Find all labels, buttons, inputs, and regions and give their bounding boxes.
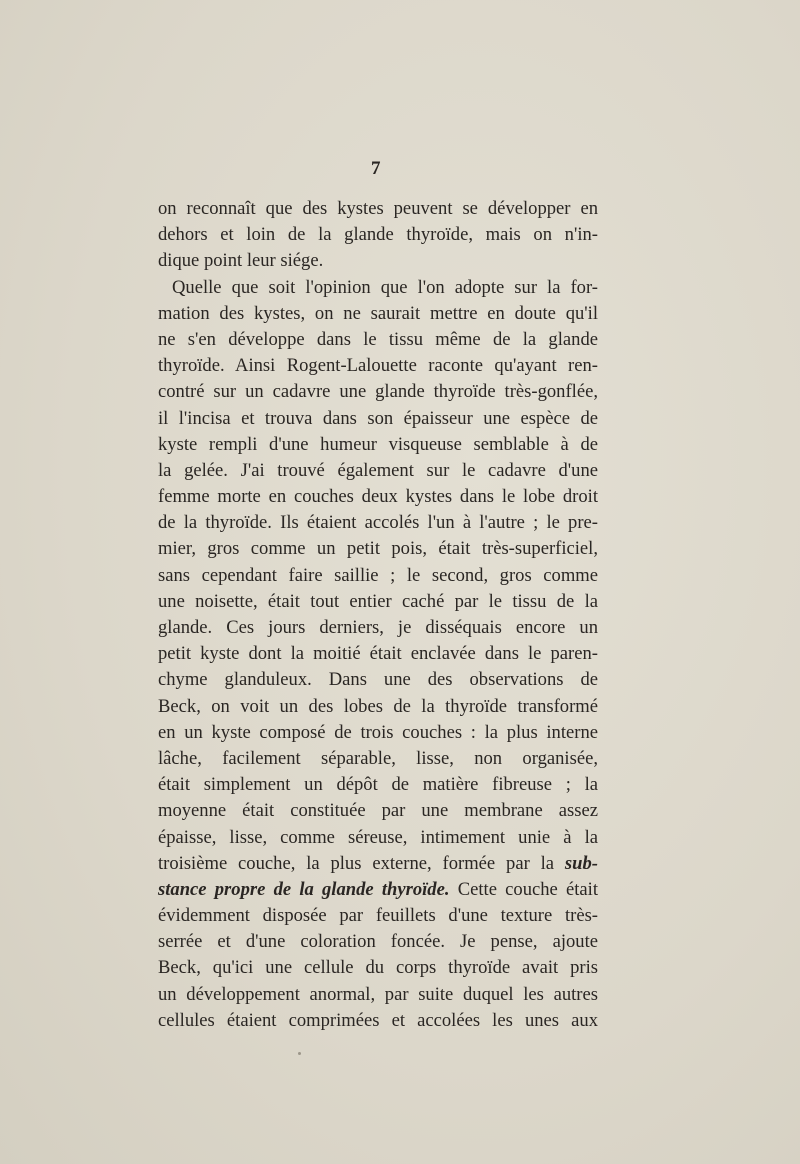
line-text: Beck, qu'ici une cellule du corps thyroïde avait pris xyxy=(158,957,598,979)
text-line xyxy=(158,379,598,405)
line-text: évidemment disposée par feuillets d'une texture très- xyxy=(158,905,598,927)
text-line xyxy=(158,1008,598,1034)
text-line xyxy=(158,694,598,720)
text-line xyxy=(158,798,598,824)
italic-text: sub- xyxy=(564,852,598,874)
line-text: cellules étaient comprimées et accolées les unes aux xyxy=(158,1009,598,1031)
text-line xyxy=(158,301,598,327)
text-line xyxy=(158,955,598,981)
text-line xyxy=(158,458,598,484)
text-line xyxy=(158,510,598,536)
text-line xyxy=(158,851,598,877)
line-text: chyme glanduleux. Dans une des observations de xyxy=(158,669,598,691)
line-text: lâche, facilement séparable, lisse, non organisée, xyxy=(158,747,598,769)
line-text: Cette couche était xyxy=(449,878,598,900)
line-text: Quelle que soit l'opinion que l'on adopte sur la for- xyxy=(172,276,598,298)
line-text: moyenne était constituée par une membrane assez xyxy=(158,800,598,822)
line-text: de la thyroïde. Ils étaient accolés l'un à l'autre ; le pre- xyxy=(158,512,598,534)
line-text: sans cependant faire saillie ; le second, gros comme xyxy=(158,564,598,586)
text-line xyxy=(158,641,598,667)
line-text: femme morte en couches deux kystes dans le lobe droit xyxy=(158,486,598,508)
line-text: il l'incisa et trouva dans son épaisseur une espèce de xyxy=(158,407,598,429)
paper-speck xyxy=(298,1052,301,1055)
text-line xyxy=(158,929,598,955)
text-line xyxy=(158,982,598,1008)
text-line xyxy=(158,563,598,589)
line-text: glande. Ces jours derniers, je disséquais encore un xyxy=(158,617,598,638)
line-text: la gelée. J'ai trouvé également sur le cadavre d'une xyxy=(158,459,598,481)
line-text: petit kyste dont la moitié était enclavée dans le paren- xyxy=(158,643,598,665)
text-line xyxy=(158,772,598,798)
text-line xyxy=(158,432,598,458)
text-line xyxy=(158,615,598,641)
line-text: serrée et d'une coloration foncée. Je pense, ajoute xyxy=(158,931,598,953)
text-line xyxy=(158,406,598,432)
line-text: mation des kystes, on ne saurait mettre en doute qu'il xyxy=(158,302,598,324)
text-line xyxy=(158,275,598,301)
line-text: mier, gros comme un petit pois, était très-superficiel, xyxy=(158,538,598,560)
line-text: thyroïde. Ainsi Rogent-Lalouette raconte qu'ayant ren- xyxy=(158,355,598,377)
line-text: troisième couche, la plus externe, formée par la xyxy=(158,852,555,874)
text-line xyxy=(158,720,598,746)
text-line xyxy=(158,746,598,772)
text-line xyxy=(158,222,598,248)
line-text: on reconnaît que des kystes peuvent se développer en xyxy=(158,198,598,219)
text-line xyxy=(158,353,598,379)
line-text: dehors et loin de la glande thyroïde, mais on n'in- xyxy=(158,224,598,246)
text-line xyxy=(158,825,598,851)
line-text: en un kyste composé de trois couches : la plus interne xyxy=(158,721,598,743)
text-line xyxy=(158,667,598,693)
line-text: une noisette, était tout entier caché par le tissu de la xyxy=(158,590,598,612)
text-line xyxy=(158,877,598,903)
line-text: était simplement un dépôt de matière fibreuse ; la xyxy=(158,774,598,796)
text-line xyxy=(158,248,598,274)
line-text: un développement anormal, par suite duquel les autres xyxy=(158,983,598,1005)
text-line xyxy=(158,484,598,510)
text-line xyxy=(158,589,598,615)
text-line xyxy=(158,903,598,929)
body-text xyxy=(158,196,598,1034)
line-text: Beck, on voit un des lobes de la thyroïde transformé xyxy=(158,695,598,717)
line-text: épaisse, lisse, comme séreuse, intimement unie à la xyxy=(158,826,598,848)
line-text: dique point leur siége. xyxy=(158,250,324,272)
text-line xyxy=(158,536,598,562)
text-line xyxy=(158,196,598,222)
italic-text: stance propre de la glande thyroïde. xyxy=(158,878,450,900)
line-text: kyste rempli d'une humeur visqueuse semblable à de xyxy=(158,433,598,455)
line-text: contré sur un cadavre une glande thyroïde très-gonflée, xyxy=(158,381,598,403)
line-text: ne s'en développe dans le tissu même de la glande xyxy=(158,328,598,350)
page-number: 7 xyxy=(371,158,381,179)
text-line xyxy=(158,327,598,353)
